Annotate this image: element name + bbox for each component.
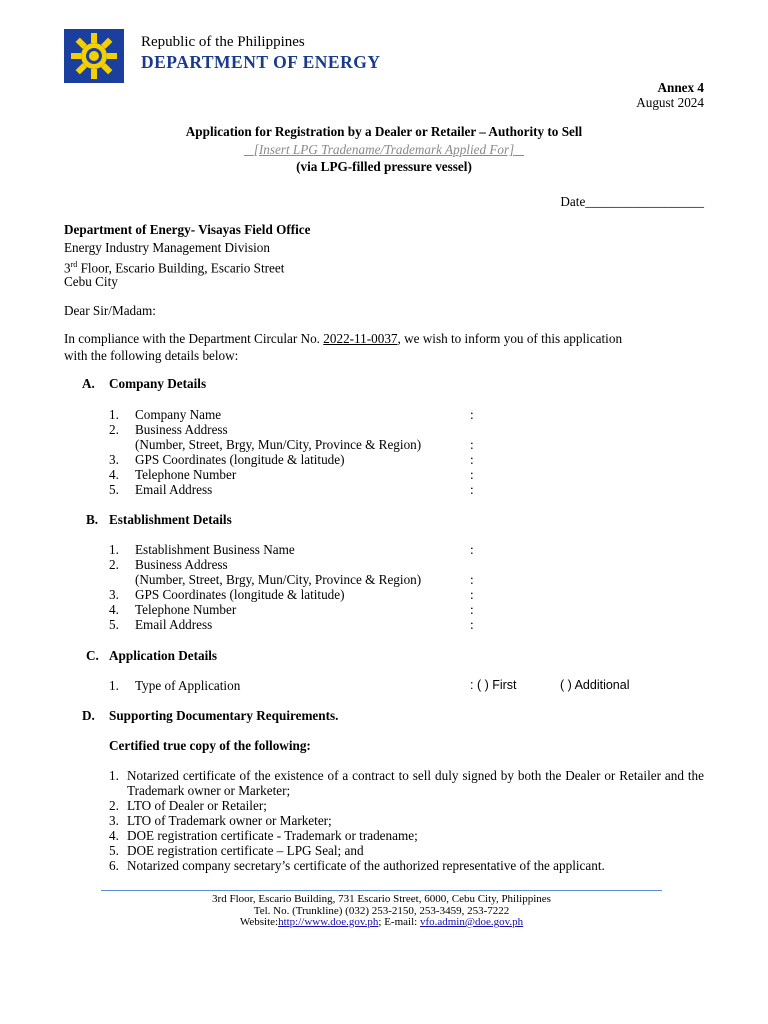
- section-a-title: Company Details: [109, 376, 207, 391]
- section-d-subtitle: Certified true copy of the following:: [109, 738, 311, 753]
- b-num-4: 4.: [109, 602, 119, 617]
- annex-date: August 2024: [636, 95, 704, 110]
- footer-telephone: Tel. No. (Trunkline) (032) 253-2150, 253-3459, 253-7222: [253, 905, 510, 917]
- b-item-business-name: Establishment Business Name: [135, 542, 295, 557]
- d-req-secretary-cert: Notarized company secretary’s certificate of the authorized representative of the applicant.: [127, 858, 605, 873]
- addressee-office: Department of Energy- Visayas Field Office: [64, 222, 311, 237]
- b-num-5: 5.: [109, 617, 119, 632]
- b-item-address-detail: (Number, Street, Brgy, Mun/City, Province & Region): [135, 572, 422, 587]
- footer-contact: [101, 916, 662, 928]
- a-item-business-address: Business Address: [135, 422, 228, 437]
- floor-number: 3: [64, 260, 71, 276]
- colon: :: [470, 452, 474, 467]
- circular-number: 2022-11-0037: [323, 331, 398, 346]
- intro-before: In compliance with the Department Circular No.: [64, 331, 324, 346]
- d-num-3: 3.: [109, 813, 119, 828]
- a-num-2: 2.: [109, 422, 119, 437]
- b-num-3: 3.: [109, 587, 119, 602]
- website-link[interactable]: http://www.doe.gov.ph: [278, 916, 379, 928]
- intro-line-1: [64, 331, 704, 346]
- section-d-letter: D.: [82, 708, 95, 723]
- sun-gear-icon: [64, 29, 124, 83]
- section-c-title: Application Details: [109, 648, 218, 663]
- colon: :: [470, 572, 474, 587]
- footer-divider: [101, 890, 662, 891]
- email-link[interactable]: vfo.admin@doe.gov.ph: [419, 916, 524, 928]
- a-num-4: 4.: [109, 467, 119, 482]
- section-a-letter: A.: [82, 376, 95, 391]
- colon: :: [470, 542, 474, 557]
- d-req-doe-trademark: DOE registration certificate - Trademark or tradename;: [127, 828, 418, 843]
- a-item-address-detail: (Number, Street, Brgy, Mun/City, Province & Region): [135, 437, 422, 452]
- d-req-lto-dealer: LTO of Dealer or Retailer;: [127, 798, 267, 813]
- floor-rest: Floor, Escario Building, Escario Street: [77, 260, 285, 276]
- b-item-email: Email Address: [135, 617, 213, 632]
- b-item-telephone: Telephone Number: [135, 602, 237, 617]
- republic-label: Republic of the Philippines: [141, 34, 305, 50]
- placeholder-text: [Insert LPG Tradename/Trademark Applied For]: [253, 142, 515, 157]
- b-item-gps: GPS Coordinates (longitude & latitude): [135, 587, 345, 602]
- b-num-2: 2.: [109, 557, 119, 572]
- salutation: Dear Sir/Madam:: [64, 303, 156, 318]
- section-c-letter: C.: [86, 648, 99, 663]
- d-num-2: 2.: [109, 798, 119, 813]
- addressee-city: Cebu City: [64, 274, 118, 289]
- intro-after: , we wish to inform you of this application: [397, 331, 623, 346]
- d-req-notarized-contract: Notarized certificate of the existence of a contract to sell duly signed by both the Dealer or Retailer and the Trademark owner or Marketer;: [127, 768, 704, 799]
- option-additional-checkbox[interactable]: ( ) Additional: [560, 678, 630, 692]
- addressee-street: [64, 257, 284, 276]
- a-item-telephone: Telephone Number: [135, 467, 237, 482]
- a-item-gps: GPS Coordinates (longitude & latitude): [135, 452, 345, 467]
- addressee-division: Energy Industry Management Division: [64, 240, 270, 255]
- colon: :: [470, 482, 474, 497]
- doe-logo: [64, 29, 124, 83]
- section-b-letter: B.: [86, 512, 99, 527]
- colon: :: [470, 602, 474, 617]
- colon: :: [470, 407, 474, 422]
- colon: :: [470, 617, 474, 632]
- colon: :: [470, 587, 474, 602]
- a-num-3: 3.: [109, 452, 119, 467]
- a-item-email: Email Address: [135, 482, 213, 497]
- colon: :: [470, 467, 474, 482]
- form-subtitle: (via LPG-filled pressure vessel): [296, 159, 472, 174]
- a-num-1: 1.: [109, 407, 119, 422]
- option-first-checkbox[interactable]: : ( ) First: [470, 678, 517, 692]
- intro-line-2: with the following details below:: [64, 348, 239, 363]
- d-num-1: 1.: [109, 768, 119, 783]
- b-num-1: 1.: [109, 542, 119, 557]
- annex-label: Annex 4: [657, 80, 704, 95]
- footer-address: 3rd Floor, Escario Building, 731 Escario Street, 6000, Cebu City, Philippines: [212, 893, 551, 905]
- date-field: Date__________________: [560, 194, 704, 209]
- form-title: Application for Registration by a Dealer or Retailer – Authority to Sell: [185, 124, 583, 139]
- a-num-5: 5.: [109, 482, 119, 497]
- colon: :: [470, 437, 474, 452]
- d-req-lto-trademark: LTO of Trademark owner or Marketer;: [127, 813, 332, 828]
- d-req-doe-lpg-seal: DOE registration certificate – LPG Seal; and: [127, 843, 364, 858]
- d-num-4: 4.: [109, 828, 119, 843]
- email-label: ; E-mail:: [378, 916, 420, 928]
- floor-suffix: rd: [70, 260, 78, 269]
- d-num-5: 5.: [109, 843, 119, 858]
- a-item-company-name: Company Name: [135, 407, 222, 422]
- d-num-6: 6.: [109, 858, 119, 873]
- c-num-1: 1.: [109, 678, 119, 693]
- tradename-placeholder: [64, 142, 704, 157]
- section-d-title: Supporting Documentary Requirements.: [109, 708, 339, 723]
- b-item-business-address: Business Address: [135, 557, 228, 572]
- section-b-title: Establishment Details: [109, 512, 232, 527]
- department-name: DEPARTMENT OF ENERGY: [141, 52, 381, 72]
- website-label: Website:: [239, 916, 279, 928]
- c-item-type: Type of Application: [135, 678, 241, 693]
